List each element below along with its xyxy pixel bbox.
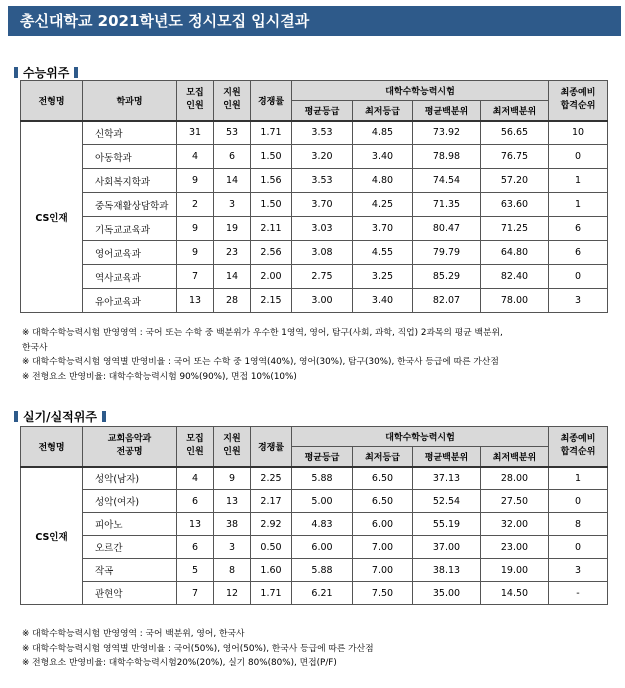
table-row (21, 121, 608, 145)
competition-rate-cell: 2.56 (251, 241, 292, 265)
recruit-count-cell: 7 (177, 582, 214, 605)
apply-count-cell: 19 (214, 217, 251, 241)
table-row (21, 559, 608, 582)
min-grade-cell: 6.50 (353, 467, 413, 490)
table-row (21, 536, 608, 559)
note: ※ 전형요소 반영비율: 대학수학능력시험 90%(90%), 면접 10%(10%) (22, 371, 297, 382)
recruit-count-cell: 9 (177, 169, 214, 193)
competition-rate-cell: 2.11 (251, 217, 292, 241)
recruit-count-cell: 9 (177, 217, 214, 241)
avg-percentile-cell: 80.47 (413, 217, 481, 241)
waitlist-rank-cell: 3 (549, 559, 608, 582)
waitlist-rank-cell: 1 (549, 169, 608, 193)
header-waitlist: 최종예비 합격순위 (549, 427, 608, 467)
table-row (21, 145, 608, 169)
apply-count-cell: 9 (214, 467, 251, 490)
dept-cell: 영어교육과 (83, 241, 177, 265)
dept-cell: 관현악 (83, 582, 177, 605)
dept-cell: 사회복지학과 (83, 169, 177, 193)
waitlist-rank-cell: 0 (549, 490, 608, 513)
apply-count-cell: 14 (214, 169, 251, 193)
dept-cell: 아동학과 (83, 145, 177, 169)
min-grade-cell: 4.55 (353, 241, 413, 265)
note: ※ 대학수학능력시험 반영영역 : 국어 또는 수학 중 백분위가 우수한 1영역, 영어, 탐구(사회, 과학, 직업) 2과목의 평균 백분위, 한국사 (22, 328, 503, 353)
avg-percentile-cell: 35.00 (413, 582, 481, 605)
table-row (21, 467, 608, 490)
avg-grade-cell: 3.03 (292, 217, 353, 241)
note: ※ 전형요소 반영비율: 대학수학능력시험20%(20%), 실기 80%(80%), 면접(P/F) (22, 658, 337, 668)
table-row (21, 490, 608, 513)
avg-percentile-cell: 82.07 (413, 289, 481, 313)
recruit-count-cell: 13 (177, 289, 214, 313)
avg-percentile-cell: 85.29 (413, 265, 481, 289)
header-apply: 지원 인원 (214, 427, 251, 467)
competition-rate-cell: 1.50 (251, 145, 292, 169)
avg-grade-cell: 3.20 (292, 145, 353, 169)
note: ※ 대학수학능력시험 영역별 반영비율 : 국어(50%), 영어(50%), 한국사 등급에 따른 가산점 (22, 643, 374, 654)
competition-rate-cell: 2.15 (251, 289, 292, 313)
type-cell: CS인재 (21, 467, 83, 605)
avg-grade-cell: 5.00 (292, 490, 353, 513)
min-percentile-cell: 56.65 (481, 121, 549, 145)
waitlist-rank-cell: 0 (549, 145, 608, 169)
apply-count-cell: 23 (214, 241, 251, 265)
waitlist-rank-cell: 1 (549, 467, 608, 490)
dept-cell: 피아노 (83, 513, 177, 536)
recruit-count-cell: 4 (177, 467, 214, 490)
waitlist-rank-cell: 10 (549, 121, 608, 145)
table-row (21, 241, 608, 265)
avg-percentile-cell: 78.98 (413, 145, 481, 169)
apply-count-cell: 38 (214, 513, 251, 536)
note: ※ 대학수학능력시험 영역별 반영비율 : 국어 또는 수학 중 1영역(40%), 영어(30%), 탐구(30%), 한국사 등급에 따른 가산점 (22, 357, 499, 367)
waitlist-rank-cell: 0 (549, 265, 608, 289)
waitlist-rank-cell: 1 (549, 193, 608, 217)
min-percentile-cell: 78.00 (481, 289, 549, 313)
waitlist-rank-cell: 8 (549, 513, 608, 536)
waitlist-rank-cell: 6 (549, 241, 608, 265)
dept-cell: 중독재활상담학과 (83, 193, 177, 217)
min-percentile-cell: 82.40 (481, 265, 549, 289)
recruit-count-cell: 4 (177, 145, 214, 169)
recruit-count-cell: 31 (177, 121, 214, 145)
section-heading-label: 수능위주 (23, 66, 70, 80)
avg-grade-cell: 4.83 (292, 513, 353, 536)
header-dept: 학과명 (83, 81, 177, 121)
waitlist-rank-cell: 6 (549, 217, 608, 241)
page-title: 총신대학교 2021학년도 정시모집 입시결과 (8, 6, 621, 36)
competition-rate-cell: 2.92 (251, 513, 292, 536)
apply-count-cell: 6 (214, 145, 251, 169)
apply-count-cell: 13 (214, 490, 251, 513)
recruit-count-cell: 6 (177, 490, 214, 513)
table-row (21, 265, 608, 289)
avg-percentile-cell: 79.79 (413, 241, 481, 265)
avg-percentile-cell: 37.13 (413, 467, 481, 490)
table-row (21, 169, 608, 193)
dept-cell: 성악(남자) (83, 467, 177, 490)
avg-grade-cell: 2.75 (292, 265, 353, 289)
competition-rate-cell: 1.56 (251, 169, 292, 193)
heading-marker-right (102, 411, 106, 422)
dept-cell: 성악(여자) (83, 490, 177, 513)
avg-percentile-cell: 73.92 (413, 121, 481, 145)
dept-cell: 유아교육과 (83, 289, 177, 313)
header-avg-grade: 평균등급 (292, 101, 353, 121)
apply-count-cell: 12 (214, 582, 251, 605)
min-grade-cell: 6.50 (353, 490, 413, 513)
dept-cell: 신학과 (83, 121, 177, 145)
min-percentile-cell: 64.80 (481, 241, 549, 265)
min-percentile-cell: 28.00 (481, 467, 549, 490)
min-grade-cell: 4.80 (353, 169, 413, 193)
avg-grade-cell: 3.00 (292, 289, 353, 313)
min-percentile-cell: 76.75 (481, 145, 549, 169)
results-table-practical (20, 426, 608, 605)
dept-cell: 역사교육과 (83, 265, 177, 289)
header-csat: 대학수학능력시험 (292, 81, 549, 101)
min-percentile-cell: 19.00 (481, 559, 549, 582)
min-grade-cell: 4.85 (353, 121, 413, 145)
min-grade-cell: 3.40 (353, 289, 413, 313)
table-row (21, 513, 608, 536)
avg-percentile-cell: 71.35 (413, 193, 481, 217)
competition-rate-cell: 1.50 (251, 193, 292, 217)
avg-grade-cell: 6.21 (292, 582, 353, 605)
header-min-grade: 최저등급 (353, 101, 413, 121)
header-min-pct: 최저백분위 (481, 447, 549, 467)
header-recruit: 모집 인원 (177, 81, 214, 121)
min-percentile-cell: 63.60 (481, 193, 549, 217)
competition-rate-cell: 2.25 (251, 467, 292, 490)
apply-count-cell: 3 (214, 536, 251, 559)
min-grade-cell: 4.25 (353, 193, 413, 217)
min-grade-cell: 7.00 (353, 536, 413, 559)
min-percentile-cell: 57.20 (481, 169, 549, 193)
notes-csat (22, 326, 612, 384)
dept-cell: 오르간 (83, 536, 177, 559)
header-rate: 경쟁률 (251, 81, 292, 121)
avg-grade-cell: 3.08 (292, 241, 353, 265)
dept-cell: 기독교교육과 (83, 217, 177, 241)
min-percentile-cell: 32.00 (481, 513, 549, 536)
results-table-csat (20, 80, 608, 313)
table-row (21, 289, 608, 313)
avg-grade-cell: 5.88 (292, 559, 353, 582)
min-percentile-cell: 14.50 (481, 582, 549, 605)
notes-practical (22, 627, 612, 671)
recruit-count-cell: 13 (177, 513, 214, 536)
competition-rate-cell: 1.71 (251, 582, 292, 605)
heading-marker-left (14, 67, 18, 78)
apply-count-cell: 53 (214, 121, 251, 145)
apply-count-cell: 14 (214, 265, 251, 289)
recruit-count-cell: 5 (177, 559, 214, 582)
note: ※ 대학수학능력시험 반영영역 : 국어 백분위, 영어, 한국사 (22, 629, 245, 639)
header-min-grade: 최저등급 (353, 447, 413, 467)
dept-cell: 작곡 (83, 559, 177, 582)
recruit-count-cell: 6 (177, 536, 214, 559)
recruit-count-cell: 7 (177, 265, 214, 289)
competition-rate-cell: 2.17 (251, 490, 292, 513)
header-waitlist: 최종예비 합격순위 (549, 81, 608, 121)
avg-percentile-cell: 37.00 (413, 536, 481, 559)
table-row (21, 582, 608, 605)
competition-rate-cell: 0.50 (251, 536, 292, 559)
header-avg-grade: 평균등급 (292, 447, 353, 467)
competition-rate-cell: 1.71 (251, 121, 292, 145)
min-grade-cell: 6.00 (353, 513, 413, 536)
heading-marker-right (74, 67, 78, 78)
header-csat: 대학수학능력시험 (292, 427, 549, 447)
table-row (21, 193, 608, 217)
heading-marker-left (14, 411, 18, 422)
section-heading-label: 실기/실적위주 (23, 410, 97, 424)
avg-grade-cell: 6.00 (292, 536, 353, 559)
competition-rate-cell: 2.00 (251, 265, 292, 289)
competition-rate-cell: 1.60 (251, 559, 292, 582)
min-percentile-cell: 27.50 (481, 490, 549, 513)
section-heading-practical (14, 408, 106, 425)
header-dept: 교회음악과 전공명 (83, 427, 177, 467)
avg-percentile-cell: 74.54 (413, 169, 481, 193)
apply-count-cell: 3 (214, 193, 251, 217)
min-grade-cell: 7.50 (353, 582, 413, 605)
header-rate: 경쟁률 (251, 427, 292, 467)
avg-grade-cell: 5.88 (292, 467, 353, 490)
waitlist-rank-cell: - (549, 582, 608, 605)
waitlist-rank-cell: 3 (549, 289, 608, 313)
avg-percentile-cell: 55.19 (413, 513, 481, 536)
avg-percentile-cell: 38.13 (413, 559, 481, 582)
header-avg-pct: 평균백분위 (413, 101, 481, 121)
min-percentile-cell: 23.00 (481, 536, 549, 559)
min-percentile-cell: 71.25 (481, 217, 549, 241)
min-grade-cell: 7.00 (353, 559, 413, 582)
avg-grade-cell: 3.53 (292, 121, 353, 145)
header-min-pct: 최저백분위 (481, 101, 549, 121)
min-grade-cell: 3.25 (353, 265, 413, 289)
min-grade-cell: 3.70 (353, 217, 413, 241)
type-cell: CS인재 (21, 121, 83, 313)
recruit-count-cell: 2 (177, 193, 214, 217)
header-type: 전형명 (21, 427, 83, 467)
apply-count-cell: 8 (214, 559, 251, 582)
avg-percentile-cell: 52.54 (413, 490, 481, 513)
min-grade-cell: 3.40 (353, 145, 413, 169)
section-heading-csat (14, 64, 78, 81)
header-type: 전형명 (21, 81, 83, 121)
avg-grade-cell: 3.53 (292, 169, 353, 193)
header-avg-pct: 평균백분위 (413, 447, 481, 467)
recruit-count-cell: 9 (177, 241, 214, 265)
apply-count-cell: 28 (214, 289, 251, 313)
avg-grade-cell: 3.70 (292, 193, 353, 217)
waitlist-rank-cell: 0 (549, 536, 608, 559)
table-row (21, 217, 608, 241)
header-recruit: 모집 인원 (177, 427, 214, 467)
header-apply: 지원 인원 (214, 81, 251, 121)
